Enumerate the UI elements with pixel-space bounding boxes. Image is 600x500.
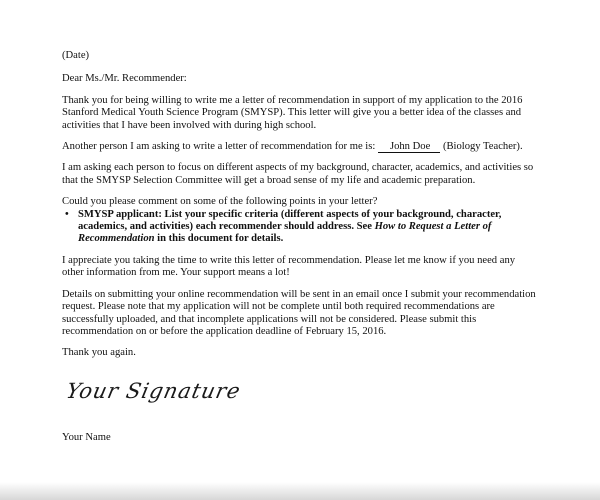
details-line: successfully uploaded, and that incomplete applications will not be considered. Please submit this [62, 313, 477, 325]
details-paragraph [62, 289, 570, 339]
bullet-italic-reference: Recommendation [78, 233, 155, 245]
focus-line: I am asking each person to focus on different aspects of my background, character, academics, and activities so [62, 162, 534, 174]
salutation: Dear Ms./Mr. Recommender: [62, 73, 187, 85]
focus-paragraph [62, 162, 570, 187]
intro-line: activities that I have been involved with during high school. [62, 119, 317, 131]
other-recommender-prefix: Another person I am asking to write a letter of recommendation for me is: [62, 141, 376, 153]
other-recommender-name: John Doe [378, 141, 440, 153]
your-name: Your Name [62, 431, 111, 443]
details-line: recommendation on or before the application deadline of February 15, 2016. [62, 325, 387, 337]
other-recommender-paragraph [62, 141, 570, 153]
comment-question: Could you please comment on some of the following points in your letter? [62, 196, 378, 208]
closing-line: Thank you again. [62, 347, 136, 359]
criteria-list [62, 209, 570, 246]
other-recommender-suffix: (Biology Teacher). [442, 141, 523, 153]
date-line: (Date) [62, 50, 90, 61]
intro-line: Stanford Medical Youth Science Program (SMYSP). This letter will give you a better idea of the classes and [62, 107, 522, 119]
intro-paragraph [62, 95, 570, 132]
details-line: Details on submitting your online recommendation will be sent in an email once I submit your recommendation [62, 288, 536, 300]
focus-line: that the SMYSP Selection Committee will get a broad sense of my life and academic preparation. [62, 174, 476, 186]
details-line: request. Please note that my application will not be complete until both required recommendations are [62, 301, 495, 313]
bullet-line: SMYSP applicant: List your specific criteria (different aspects of your background, character, [78, 208, 502, 220]
bullet-italic-reference: How to Request a Letter of [374, 221, 492, 233]
bullet-line-text: academics, and activities) each recommender should address. See [78, 221, 372, 233]
bullet-line [78, 233, 570, 245]
intro-line: Thank you for being willing to write me a letter of recommendation in support of my application to the 2016 [62, 94, 523, 106]
criteria-bullet [62, 209, 570, 246]
appreciation-line: I appreciate you taking the time to write this letter of recommendation. Please let me know if you need any [62, 254, 516, 266]
bullet-line [78, 221, 570, 233]
bullet-icon: • [65, 208, 69, 220]
appreciation-line: other information from me. Your support means a lot! [62, 267, 290, 279]
appreciation-paragraph [62, 255, 570, 280]
signature: Your Signature [64, 378, 244, 403]
bullet-line-text: in this document for details. [157, 233, 284, 245]
